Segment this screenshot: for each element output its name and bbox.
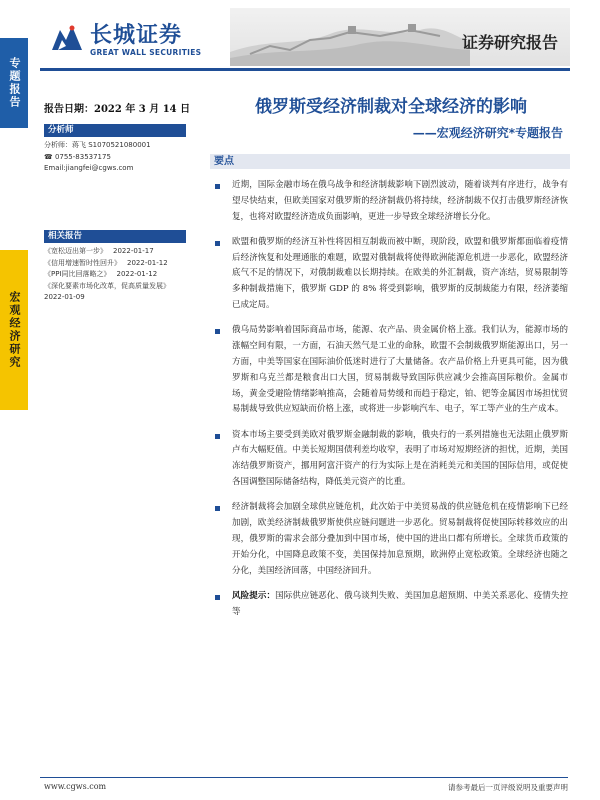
- summary-bullets: [212, 178, 568, 630]
- analyst-info: [44, 140, 194, 175]
- logo-mark-icon: [50, 20, 84, 54]
- bullet-square-icon: [215, 595, 220, 600]
- risk-text: 国际供应链恶化、俄乌谈判失败、美国加息超预期、中美关系恶化、疫情失控等: [232, 590, 568, 617]
- related-report-item[interactable]: 《宽松迈出第一步》 2022-01-17: [44, 247, 154, 255]
- bullet-square-icon: [215, 241, 220, 246]
- risk-label: 风险提示：: [232, 590, 276, 601]
- analyst-section-header: [44, 124, 186, 137]
- bullet-square-icon: [215, 184, 220, 189]
- footer-disclaimer: 请参考最后一页评级说明及重要声明: [448, 783, 568, 792]
- banner-title: 证券研究报告: [461, 33, 558, 52]
- header-banner: [230, 8, 570, 66]
- summary-section-header: [210, 154, 570, 169]
- bullet-square-icon: [215, 506, 220, 511]
- summary-paragraph: 俄乌局势影响着国际商品市场，能源、农产品、贵金属价格上涨。我们认为，能源市场的涨幅空间有限，一方面，石油天然气是工业的命脉，欧盟不会制裁俄罗斯能源出口，另一方面，中美等国家在国际油价低迷时进行了大量储备。农产品价格上升更具可能，因为俄罗斯和乌克兰都是粮食出口大国，贸易制裁导致国际供应减少会推高国际粮价。金属市场，黄金受避险情绪影响推高，会随着局势缓和而趋于稳定，铂、钯等金属因市场担忧贸易制裁导致供应短缺而价格上涨，或将进一步影响汽车、电子，军工等产业的生产成本。: [212, 323, 568, 418]
- report-type-tab: 专题报告: [0, 38, 28, 128]
- research-category-tab: 宏观经济研究: [0, 250, 28, 410]
- summary-paragraph: 资本市场主要受到美欧对俄罗斯金融制裁的影响，俄央行的一系列措施也无法阻止俄罗斯卢布大幅贬值。中美长短期国债利差均收窄，表明了市场对短期经济的担忧，近期，美国冻结俄罗斯资产，挪用阿富汗资产的行为实际上是在消耗美元和美国的国际信用，或促使各国调整国际储备结构，降低美元资产的比重。: [212, 428, 568, 491]
- summary-header-label: 要点: [214, 156, 234, 167]
- related-report-item[interactable]: 《信用增速暂时性回升》 2022-01-12: [44, 258, 168, 267]
- analyst-name: 分析师：蒋飞 S1070521080001: [44, 141, 151, 149]
- header-divider: [40, 68, 570, 71]
- summary-paragraph: 经济制裁将会加剧全球供应链危机，此次始于中美贸易战的供应链危机在疫情影响下已经加剧，欧美经济制裁俄罗斯使供应链问题进一步恶化。贸易制裁将促使国际转移效应的出现，俄罗斯的需求会部分叠加到中国市场，使中国的进出口都有所增长。全球货币政策的开始分化，中国降息政策不变，美国保持加息预期，欧洲停止宽松政策。全球经济也随之分化，美国经济回落，中国经济回升。: [212, 500, 568, 579]
- report-title: 俄罗斯受经济制裁对全球经济的影响: [255, 97, 527, 117]
- company-logo: [50, 18, 215, 62]
- report-subtitle: ——宏观经济研究*专题报告: [412, 126, 563, 140]
- analyst-email[interactable]: Email:jiangfei@cgws.com: [44, 164, 134, 172]
- analyst-header-label: 分析师: [48, 125, 74, 135]
- logo-chinese-name: 长城证券: [90, 23, 183, 48]
- footer-url[interactable]: www.cgws.com: [44, 782, 107, 791]
- analyst-phone: ☎ 0755-83537175: [44, 152, 111, 161]
- related-report-item[interactable]: 《PPI同比回落略之》 2022-01-12: [44, 270, 158, 278]
- related-report-item[interactable]: 《深化要素市场化改革，促高质量发展》 2022-01-09: [44, 281, 170, 301]
- bullet-square-icon: [215, 329, 220, 334]
- report-date: 报告日期：2022 年 3 月 14 日: [44, 104, 191, 115]
- risk-warning: [212, 589, 568, 621]
- related-reports-header: [44, 230, 186, 243]
- related-header-label: 相关报告: [48, 231, 83, 241]
- summary-paragraph: 近期，国际金融市场在俄乌战争和经济制裁影响下剧烈波动，随着谈判有序进行，战争有望尽快结束，但欧美国家对俄罗斯的经济制裁仍将持续，经济制裁不仅打击俄罗斯经济恢复，也将对欧盟经济造成负面影响，更进一步导致全球经济增长分化。: [212, 178, 568, 225]
- footer-divider: [40, 777, 568, 778]
- bullet-square-icon: [215, 434, 220, 439]
- summary-paragraph: 欧盟和俄罗斯的经济互补性将因相互制裁而被中断，现阶段，欧盟和俄罗斯都面临着疫情后经济恢复和处理通胀的难题，欧盟对俄制裁将使得欧洲能源危机进一步恶化，欧盟经济底气不足的情况下，对俄制裁难以长期持续。在欧美的外汇制裁，资产冻结，贸易限制等多种制裁措施下，俄罗斯 GDP 的 8% 将受到影响，俄罗斯的反制裁能力有限，经济萎缩已成定局。: [212, 235, 568, 314]
- logo-english-name: GREAT WALL SECURITIES: [90, 48, 202, 57]
- related-reports-list: [44, 246, 204, 304]
